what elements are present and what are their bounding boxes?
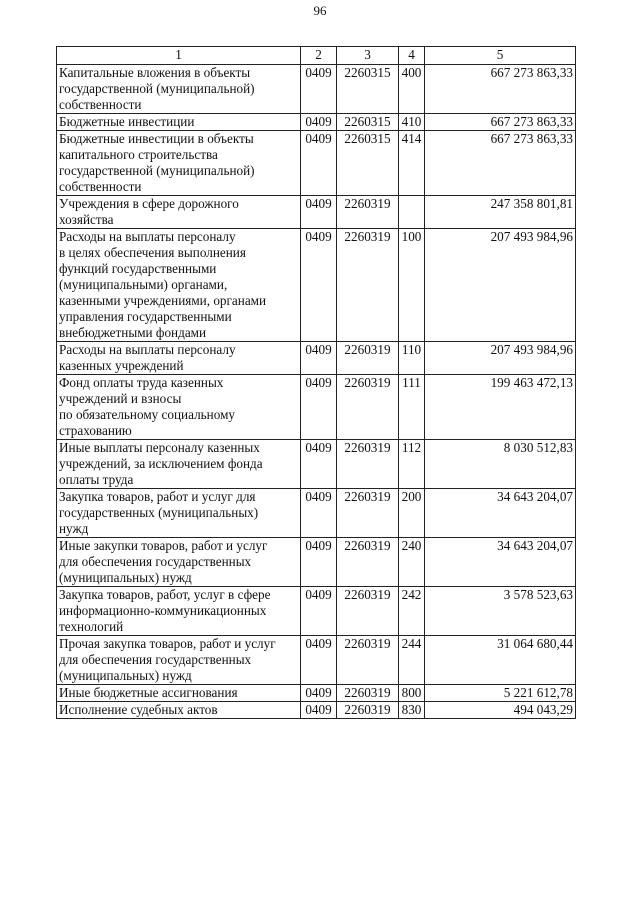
row-name-cell: Фонд оплаты труда казенных учреждений и взносы по обязательному социальному страхованию: [57, 375, 301, 440]
row-section-cell: 0409: [301, 65, 337, 114]
row-section-cell: 0409: [301, 538, 337, 587]
row-target-cell: 2260319: [337, 685, 399, 702]
row-amount-cell: 5 221 612,78: [425, 685, 576, 702]
table-header-row: [57, 47, 576, 65]
row-type-cell: 240: [399, 538, 425, 587]
row-name-cell: Иные выплаты персоналу казенных учреждений, за исключением фонда оплаты труда: [57, 440, 301, 489]
row-type-cell: 410: [399, 114, 425, 131]
row-name-cell: Учреждения в сфере дорожного хозяйства: [57, 196, 301, 229]
table-row: [57, 587, 576, 636]
table-row: [57, 65, 576, 114]
row-target-cell: 2260319: [337, 587, 399, 636]
row-amount-cell: 34 643 204,07: [425, 538, 576, 587]
row-section-cell: 0409: [301, 375, 337, 440]
row-section-cell: 0409: [301, 229, 337, 342]
row-name-cell: Иные закупки товаров, работ и услуг для обеспечения государственных (муниципальных) нужд: [57, 538, 301, 587]
row-amount-cell: 667 273 863,33: [425, 65, 576, 114]
row-section-cell: 0409: [301, 685, 337, 702]
table-row: [57, 229, 576, 342]
row-name-cell: Исполнение судебных актов: [57, 702, 301, 719]
row-target-cell: 2260315: [337, 65, 399, 114]
table-row: [57, 538, 576, 587]
page-number: 96: [313, 3, 327, 18]
row-target-cell: 2260319: [337, 702, 399, 719]
row-type-cell: 800: [399, 685, 425, 702]
row-type-cell: 830: [399, 702, 425, 719]
row-target-cell: 2260319: [337, 196, 399, 229]
row-section-cell: 0409: [301, 114, 337, 131]
row-section-cell: 0409: [301, 587, 337, 636]
row-section-cell: 0409: [301, 636, 337, 685]
row-amount-cell: 207 493 984,96: [425, 342, 576, 375]
row-type-cell: 242: [399, 587, 425, 636]
row-section-cell: 0409: [301, 196, 337, 229]
row-amount-cell: 207 493 984,96: [425, 229, 576, 342]
row-name-cell: Бюджетные инвестиции: [57, 114, 301, 131]
row-name-cell: Прочая закупка товаров, работ и услуг для обеспечения государственных (муниципальных) нужд: [57, 636, 301, 685]
row-type-cell: 111: [399, 375, 425, 440]
row-type-cell: 200: [399, 489, 425, 538]
row-target-cell: 2260319: [337, 440, 399, 489]
row-amount-cell: 199 463 472,13: [425, 375, 576, 440]
row-amount-cell: 31 064 680,44: [425, 636, 576, 685]
row-section-cell: 0409: [301, 440, 337, 489]
row-target-cell: 2260315: [337, 114, 399, 131]
row-section-cell: 0409: [301, 131, 337, 196]
row-amount-cell: 667 273 863,33: [425, 114, 576, 131]
table-row: [57, 196, 576, 229]
table-row: [57, 440, 576, 489]
row-amount-cell: 3 578 523,63: [425, 587, 576, 636]
column-header-4: 4: [399, 47, 425, 65]
row-name-cell: Закупка товаров, работ, услуг в сфере информационно-коммуникационных технологий: [57, 587, 301, 636]
row-type-cell: 100: [399, 229, 425, 342]
table-body: [57, 65, 576, 719]
row-type-cell: [399, 196, 425, 229]
row-target-cell: 2260319: [337, 489, 399, 538]
row-amount-cell: 34 643 204,07: [425, 489, 576, 538]
row-type-cell: 414: [399, 131, 425, 196]
row-name-cell: Закупка товаров, работ и услуг для государственных (муниципальных) нужд: [57, 489, 301, 538]
table-row: [57, 685, 576, 702]
table-row: [57, 375, 576, 440]
column-header-2: 2: [301, 47, 337, 65]
row-amount-cell: 247 358 801,81: [425, 196, 576, 229]
table-row: [57, 131, 576, 196]
table-row: [57, 114, 576, 131]
row-name-cell: Расходы на выплаты персоналу казенных учреждений: [57, 342, 301, 375]
row-type-cell: 112: [399, 440, 425, 489]
table-row: [57, 489, 576, 538]
row-target-cell: 2260319: [337, 538, 399, 587]
budget-table: [56, 46, 576, 719]
row-type-cell: 110: [399, 342, 425, 375]
column-header-5: 5: [425, 47, 576, 65]
column-header-3: 3: [337, 47, 399, 65]
table-row: [57, 636, 576, 685]
row-target-cell: 2260319: [337, 375, 399, 440]
row-section-cell: 0409: [301, 702, 337, 719]
row-target-cell: 2260319: [337, 229, 399, 342]
row-target-cell: 2260319: [337, 636, 399, 685]
row-type-cell: 400: [399, 65, 425, 114]
row-section-cell: 0409: [301, 342, 337, 375]
row-amount-cell: 494 043,29: [425, 702, 576, 719]
row-amount-cell: 8 030 512,83: [425, 440, 576, 489]
table-row: [57, 342, 576, 375]
table-row: [57, 702, 576, 719]
row-section-cell: 0409: [301, 489, 337, 538]
row-target-cell: 2260319: [337, 342, 399, 375]
row-amount-cell: 667 273 863,33: [425, 131, 576, 196]
row-name-cell: Иные бюджетные ассигнования: [57, 685, 301, 702]
row-name-cell: Бюджетные инвестиции в объекты капитального строительства государственной (муниципальной) собственности: [57, 131, 301, 196]
row-name-cell: Капитальные вложения в объекты государственной (муниципальной) собственности: [57, 65, 301, 114]
row-type-cell: 244: [399, 636, 425, 685]
column-header-1: 1: [57, 47, 301, 65]
row-target-cell: 2260315: [337, 131, 399, 196]
row-name-cell: Расходы на выплаты персоналу в целях обеспечения выполнения функций государственными (муниципальными) органами, казенными учреждениями, органами управления государственными внебюджетными фондами: [57, 229, 301, 342]
